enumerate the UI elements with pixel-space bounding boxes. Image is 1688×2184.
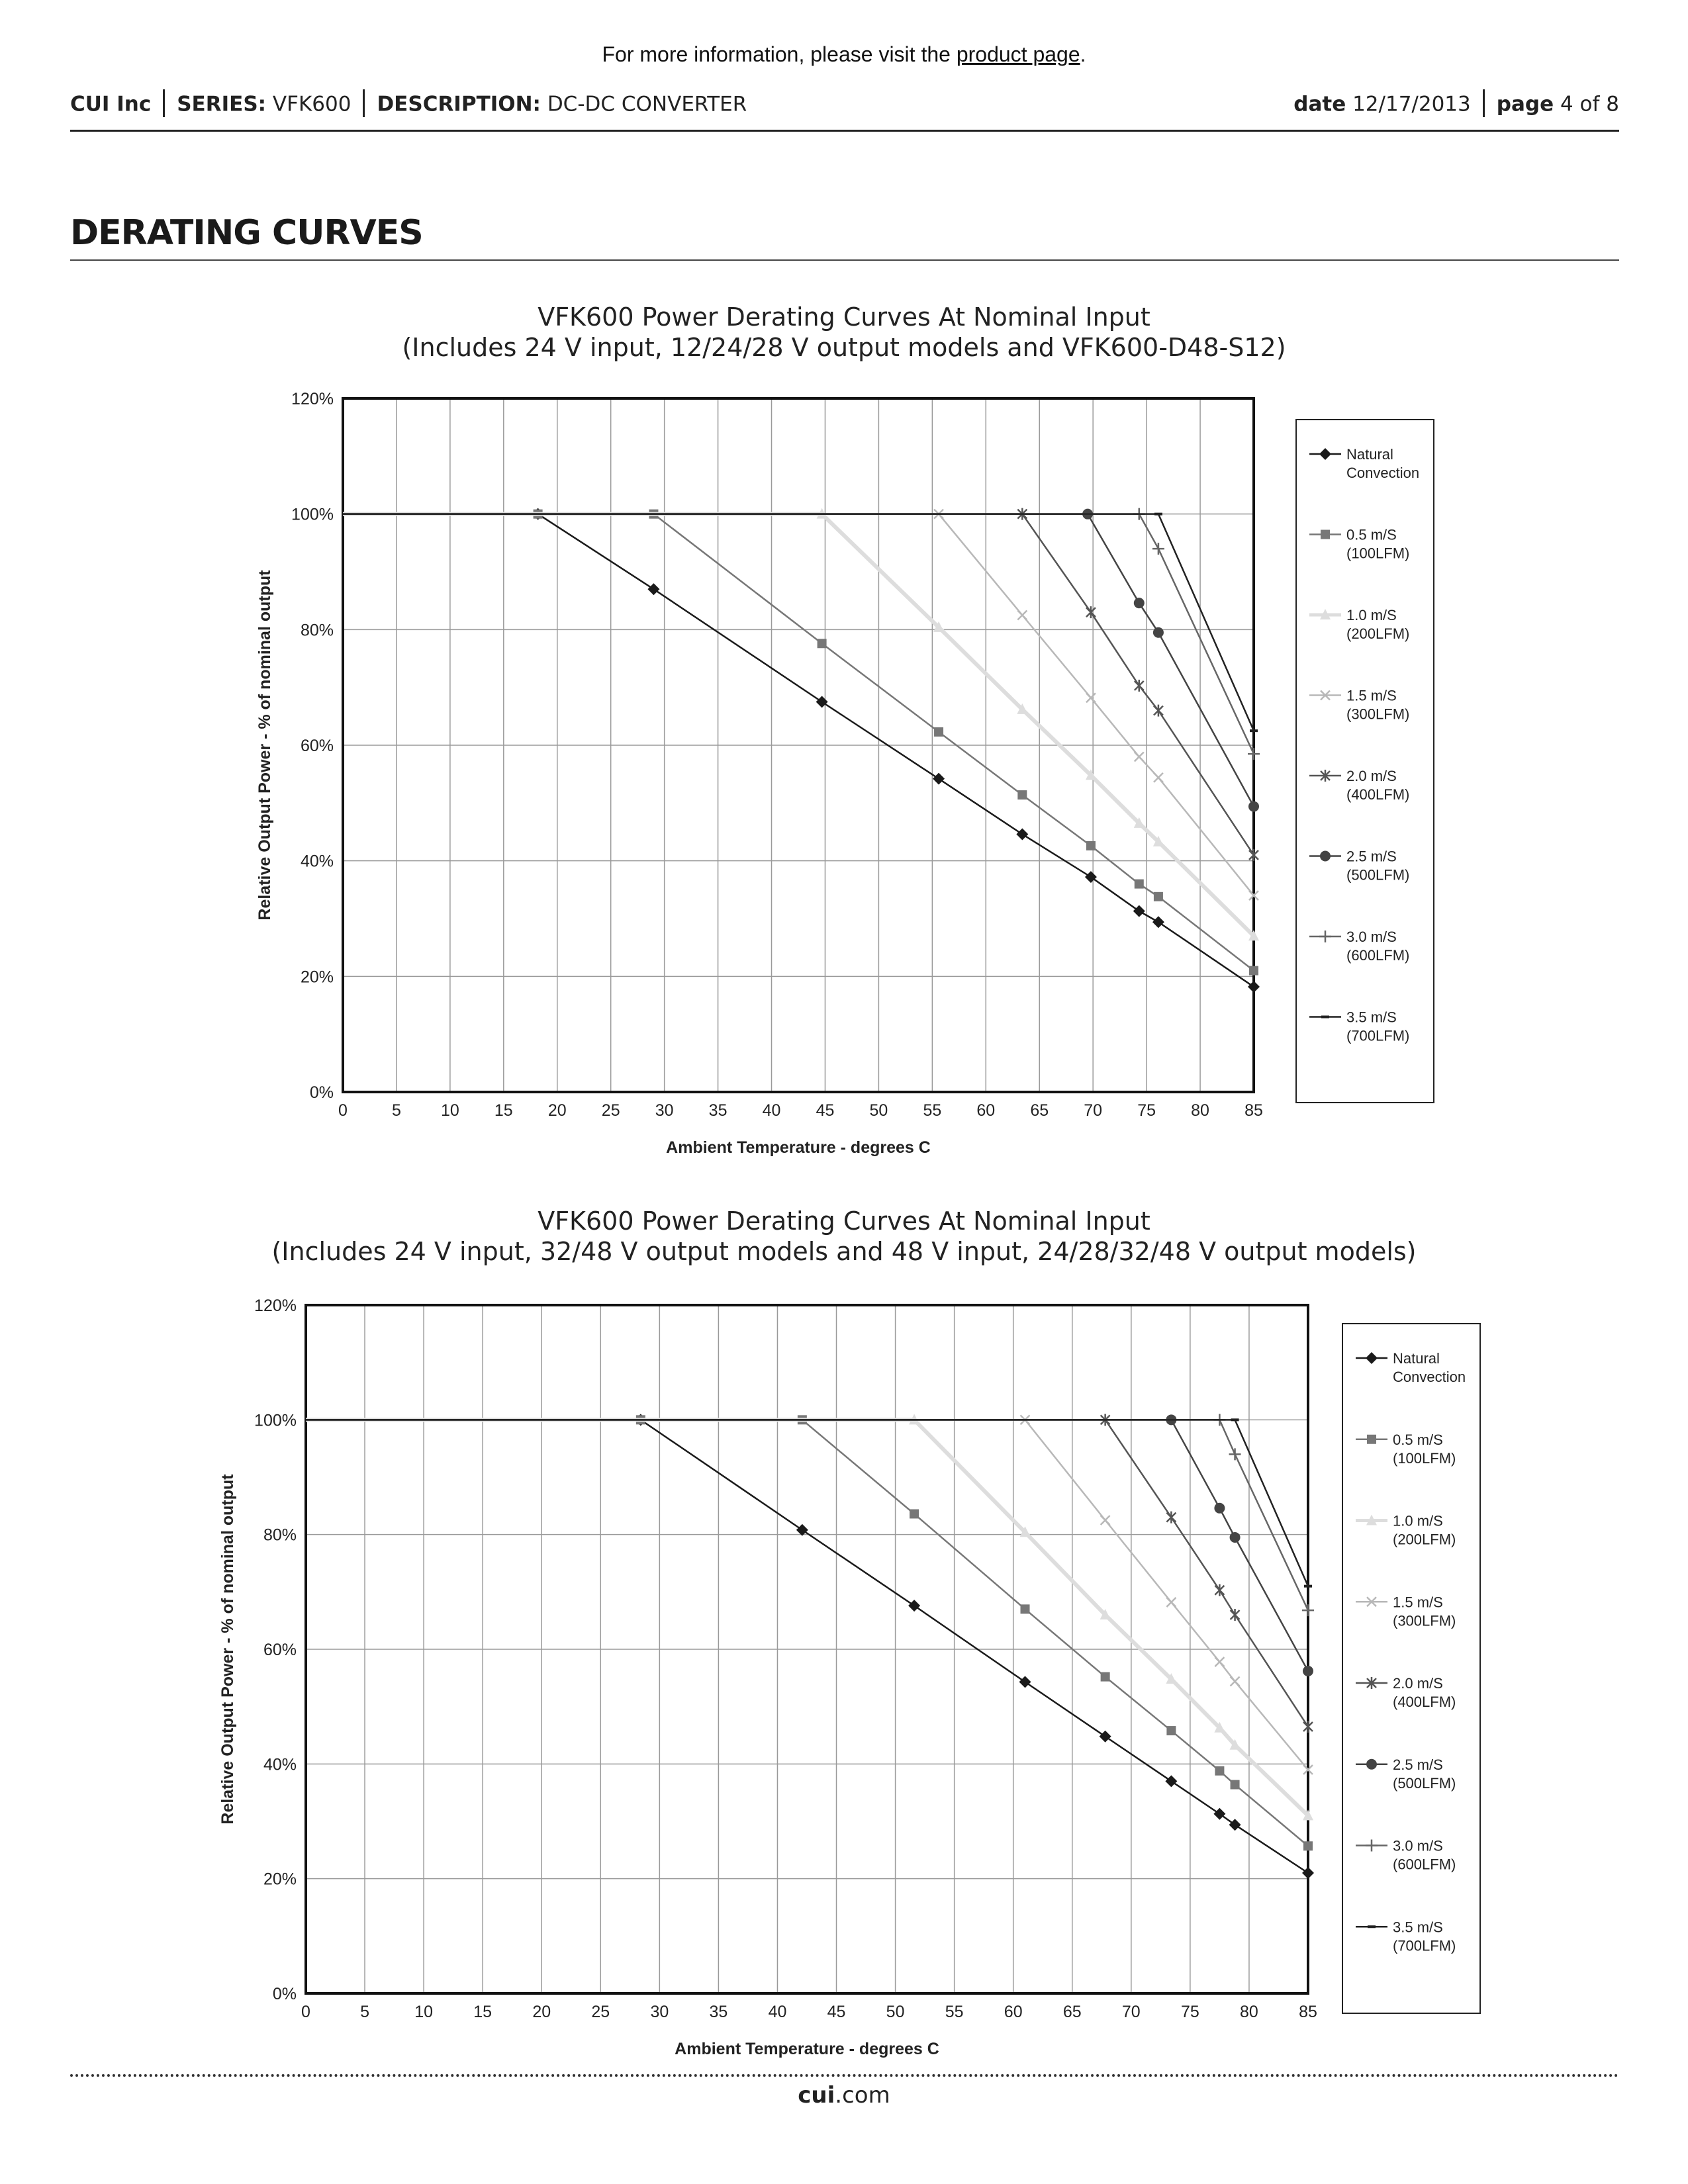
y-axis-label: Relative Output Power - % of nominal output [256,570,274,921]
series-line [343,514,1254,895]
data-point [1229,1448,1241,1460]
series-value: VFK600 [272,92,352,116]
x-tick-label: 10 [414,2003,434,2021]
legend-label: 1.5 m/S [1346,687,1397,704]
x-tick-label: 20 [547,1101,567,1120]
x-tick-label: 70 [1084,1101,1103,1120]
x-tick-label: 65 [1030,1101,1049,1120]
data-point [1085,871,1097,883]
series-label: SERIES: [177,92,267,116]
data-point [1021,1604,1030,1614]
data-point [1153,627,1164,638]
date-label: date [1293,92,1346,116]
footer [0,2082,1688,2109]
data-point [1249,966,1258,976]
legend-label: 2.5 m/S [1393,1756,1443,1773]
series-line [343,514,1254,731]
legend-label: (600LFM) [1393,1856,1456,1873]
series-4 [343,510,1258,900]
x-axis-label: Ambient Temperature - degrees C [675,2040,939,2058]
x-tick-label: 50 [886,2003,905,2021]
legend-label: 0.5 m/S [1346,526,1397,543]
data-point [1302,1867,1314,1879]
legend-label: (100LFM) [1346,545,1410,562]
data-point [1154,705,1163,717]
x-tick-label: 75 [1180,2003,1199,2021]
x-tick-label: 30 [655,1101,674,1120]
data-point [1231,1609,1240,1621]
header-divider [363,89,365,117]
legend-label: (600LFM) [1346,947,1410,964]
x-tick-label: 45 [827,2003,846,2021]
x-tick-label: 5 [391,1101,401,1120]
data-point [934,727,943,737]
data-point [818,639,827,648]
data-point [908,1600,920,1612]
x-tick-label: 30 [650,2003,669,2021]
series-line [306,1420,1308,1770]
data-point [1215,1657,1224,1666]
data-point [1154,773,1163,782]
data-point [1249,849,1258,861]
x-tick-label: 35 [708,1101,727,1120]
series-7 [343,508,1260,760]
header-divider [1483,89,1485,117]
legend-label: 2.0 m/S [1393,1675,1443,1692]
data-point [1101,1672,1110,1682]
data-point [1086,606,1096,618]
data-point [647,583,659,595]
page-value: 4 of 8 [1560,92,1619,116]
x-tick-label: 40 [762,1101,781,1120]
data-point [1231,1677,1240,1686]
header-divider [163,89,165,117]
y-axis-label: Relative Output Power - % of nominal output [218,1474,237,1825]
series-line [343,514,1254,754]
data-point [1086,693,1096,702]
series-line [306,1420,1308,1586]
series-line [306,1420,1308,1610]
chart-1-subtitle: (Includes 24 V input, 12/24/28 V output models and VFK600-D48-S12) [402,333,1286,362]
section-title: DERATING CURVES [70,213,423,253]
y-tick-label: 80% [263,1525,297,1545]
legend-marker [1321,1016,1329,1019]
legend-box [1342,1324,1480,2013]
y-tick-label: 100% [254,1411,297,1430]
data-point [1154,892,1163,901]
series-6 [306,1414,1313,1676]
data-point [1215,1766,1224,1776]
x-tick-label: 0 [338,1101,348,1120]
data-point [1303,1841,1313,1850]
legend [1342,1324,1480,2013]
data-point [1101,1516,1110,1525]
data-point [1135,880,1144,889]
x-tick-label: 25 [591,2003,610,2021]
y-tick-label: 20% [300,968,334,987]
x-tick-label: 10 [440,1101,459,1120]
series-line [306,1420,1308,1846]
data-point [1248,801,1259,812]
x-tick-label: 50 [869,1101,888,1120]
legend-label: (500LFM) [1393,1774,1456,1792]
data-point [1152,916,1164,928]
series-2 [306,1415,1313,1850]
data-point [1152,543,1164,555]
x-tick-label: 55 [945,2003,964,2021]
x-tick-label: 45 [816,1101,835,1120]
chart-1-title: VFK600 Power Derating Curves At Nominal Input [538,302,1150,332]
data-point [1303,1721,1313,1733]
y-tick-label: 0% [309,1083,334,1102]
series-1 [306,1414,1314,1879]
y-tick-label: 80% [300,621,334,640]
legend [1296,420,1434,1103]
y-tick-label: 100% [291,505,334,524]
legend-label: 3.5 m/S [1393,1919,1443,1936]
info-note-end: . [1080,42,1086,66]
legend-marker [1321,530,1330,539]
data-point [1135,752,1144,761]
legend-label: 2.5 m/S [1346,848,1397,865]
data-point [1017,790,1027,799]
series-line [306,1420,1308,1815]
x-tick-label: 20 [532,2003,551,2021]
y-tick-label: 120% [291,390,334,408]
derating-chart-2 [0,1277,1688,2071]
x-tick-label: 0 [301,2003,310,2021]
data-point [1215,1584,1224,1596]
data-point [1166,1598,1176,1607]
company-name: CUI Inc [70,92,152,116]
data-point [1248,748,1260,760]
series-line [343,514,1254,936]
x-tick-label: 25 [601,1101,620,1120]
data-point [1017,611,1027,620]
document-header [70,87,1619,124]
x-tick-label: 15 [473,2003,492,2021]
x-tick-label: 85 [1244,1101,1263,1120]
x-tick-label: 35 [709,2003,728,2021]
legend-label: 3.0 m/S [1346,929,1397,945]
data-point [1302,1604,1314,1616]
date-value: 12/17/2013 [1352,92,1471,116]
series-5 [306,1414,1313,1733]
data-point [1304,1585,1312,1588]
chart-2-title-block [0,1206,1688,1267]
legend-label: (300LFM) [1393,1612,1456,1629]
data-point [1166,1512,1176,1524]
series-8 [343,513,1258,733]
legend-label: 2.0 m/S [1346,768,1397,784]
data-point [1019,1676,1031,1688]
chart-2-title: VFK600 Power Derating Curves At Nominal Input [538,1206,1150,1236]
series-line [343,514,1254,987]
data-point [1100,1731,1111,1743]
data-point [1214,1503,1225,1514]
legend-label: (700LFM) [1346,1027,1410,1044]
product-page-link[interactable]: product page [956,42,1080,66]
x-tick-label: 80 [1191,1101,1209,1120]
data-point [1213,1808,1225,1820]
legend-box [1296,420,1434,1103]
x-axis-label: Ambient Temperature - degrees C [666,1138,931,1157]
data-point [816,696,828,708]
derating-chart-1 [0,371,1688,1165]
y-tick-label: 60% [300,737,334,755]
data-point [1250,729,1258,732]
legend-label: (300LFM) [1346,705,1410,723]
y-tick-label: 20% [263,1870,297,1889]
series-line [343,514,1254,971]
y-tick-label: 40% [263,1755,297,1774]
legend-marker [1320,851,1331,862]
series-line [343,514,1254,807]
page-label: page [1496,92,1554,116]
legend-marker [1368,1925,1376,1928]
x-tick-label: 40 [768,2003,787,2021]
x-tick-label: 60 [976,1101,996,1120]
legend-label: (400LFM) [1346,786,1410,803]
section-rule [70,259,1619,261]
data-point [1229,1819,1241,1831]
series-1 [343,508,1260,993]
data-point [933,773,945,785]
info-note-text: For more information, please visit the [602,42,957,66]
legend-label: (100LFM) [1393,1449,1456,1467]
chart-1-title-block [0,302,1688,363]
series-line [306,1420,1308,1671]
data-point [1303,1666,1313,1676]
legend-label: 1.0 m/S [1346,607,1397,623]
y-tick-label: 0% [272,1985,297,2003]
x-tick-label: 65 [1062,2003,1082,2021]
legend-label: 3.0 m/S [1393,1837,1443,1854]
info-note [0,42,1688,67]
data-point [1016,828,1028,840]
x-tick-label: 70 [1121,2003,1141,2021]
header-rule [70,130,1619,132]
legend-marker [1366,1759,1377,1770]
data-point [1154,513,1162,516]
legend-label: Natural [1346,446,1393,463]
data-point [1134,598,1145,608]
x-tick-label: 60 [1004,2003,1023,2021]
legend-label: (200LFM) [1393,1531,1456,1548]
legend-marker [1367,1435,1376,1444]
data-point [1230,1532,1241,1543]
x-tick-label: 85 [1299,2003,1317,2021]
x-tick-label: 5 [360,2003,370,2021]
data-point [1135,680,1144,692]
legend-label: (400LFM) [1393,1694,1456,1710]
y-tick-label: 60% [263,1641,297,1659]
description-label: DESCRIPTION: [377,92,541,116]
series-3 [306,1414,1313,1820]
y-tick-label: 40% [300,852,334,871]
x-tick-label: 55 [923,1101,942,1120]
legend-label: 1.5 m/S [1393,1594,1443,1611]
legend-label: Natural [1393,1350,1440,1367]
series-4 [306,1415,1313,1774]
data-point [910,1509,919,1518]
data-point [1166,1726,1176,1735]
series-7 [306,1414,1314,1616]
legend-label: (700LFM) [1393,1937,1456,1954]
legend-label: 1.0 m/S [1393,1512,1443,1529]
data-point [1133,905,1145,917]
data-point [1231,1780,1240,1790]
legend-label: (500LFM) [1346,866,1410,884]
description-value: DC-DC CONVERTER [547,92,747,116]
chart-2-subtitle: (Includes 24 V input, 32/48 V output models and 48 V input, 24/28/32/48 V output models) [271,1237,1417,1266]
data-point [1231,1418,1239,1421]
legend-label: Convection [1346,465,1420,481]
legend-label: (200LFM) [1346,625,1410,642]
data-point [1165,1775,1177,1787]
series-2 [343,510,1258,976]
footer-domain: .com [835,2082,890,2109]
legend-label: Convection [1393,1369,1466,1385]
footer-rule [70,2074,1619,2077]
data-point [1248,981,1260,993]
legend-label: 0.5 m/S [1393,1431,1443,1448]
x-tick-label: 75 [1137,1101,1156,1120]
data-point [1086,841,1096,850]
x-tick-label: 80 [1240,2003,1258,2021]
series-line [306,1420,1308,1727]
y-tick-label: 120% [254,1297,297,1315]
series-line [306,1420,1308,1873]
footer-brand: cui [798,2082,835,2109]
legend-label: 3.5 m/S [1346,1009,1397,1026]
x-tick-label: 15 [494,1101,513,1120]
